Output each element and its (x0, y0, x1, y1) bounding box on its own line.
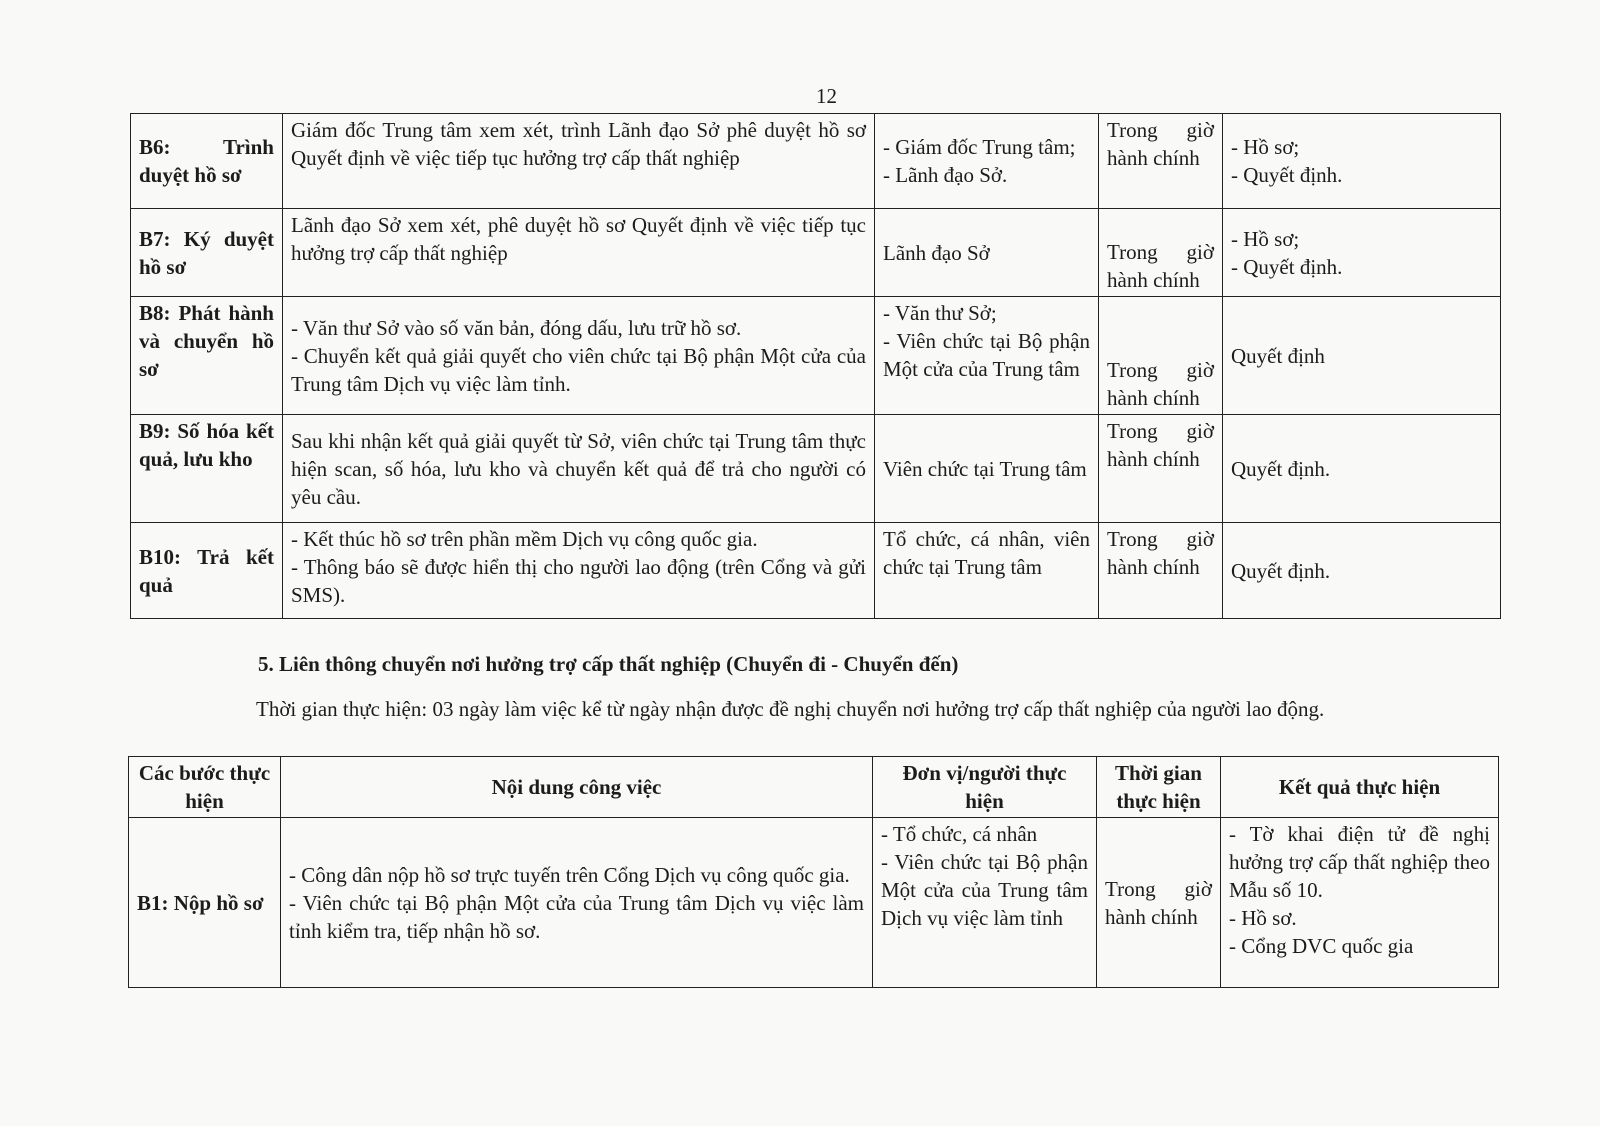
result-cell: - Hồ sơ; - Quyết định. (1223, 209, 1501, 297)
time-cell: Trong giờ hành chính (1099, 415, 1223, 523)
result-cell: Quyết định. (1223, 523, 1501, 619)
content-cell: Giám đốc Trung tâm xem xét, trình Lãnh đạo Sở phê duyệt hồ sơ Quyết định về việc tiếp tục hưởng trợ cấp thất nghiệp (283, 114, 875, 209)
table-row (129, 818, 1499, 988)
page-number: 12 (816, 84, 837, 108)
procedure-table (128, 756, 1499, 988)
column-header-result: Kết quả thực hiện (1221, 757, 1499, 818)
unit-cell: Viên chức tại Trung tâm (875, 415, 1099, 523)
table-row (131, 297, 1501, 415)
unit-cell: - Tổ chức, cá nhân - Viên chức tại Bộ phận Một cửa của Trung tâm Dịch vụ việc làm tỉnh (873, 818, 1097, 988)
column-header-time: Thời gian thực hiện (1097, 757, 1221, 818)
unit-cell: Lãnh đạo Sở (875, 209, 1099, 297)
step-cell: B9: Số hóa kết quả, lưu kho (131, 415, 283, 523)
step-cell: B8: Phát hành và chuyển hồ sơ (131, 297, 283, 415)
content-cell: Lãnh đạo Sở xem xét, phê duyệt hồ sơ Quyết định về việc tiếp tục hưởng trợ cấp thất nghiệp (283, 209, 875, 297)
content-cell: - Văn thư Sở vào số văn bản, đóng dấu, lưu trữ hồ sơ. - Chuyển kết quả giải quyết cho viên chức tại Bộ phận Một cửa của Trung tâm Dịch vụ việc làm tỉnh. (283, 297, 875, 415)
section-title: 5. Liên thông chuyển nơi hưởng trợ cấp thất nghiệp (Chuyển đi - Chuyển đến) (258, 652, 959, 676)
result-cell: Quyết định (1223, 297, 1501, 415)
unit-cell: Tổ chức, cá nhân, viên chức tại Trung tâm (875, 523, 1099, 619)
unit-cell: - Văn thư Sở; - Viên chức tại Bộ phận Một cửa của Trung tâm (875, 297, 1099, 415)
time-cell: Trong giờ hành chính (1099, 297, 1223, 415)
time-cell: Trong giờ hành chính (1099, 114, 1223, 209)
unit-cell: - Giám đốc Trung tâm; - Lãnh đạo Sở. (875, 114, 1099, 209)
result-cell: - Hồ sơ; - Quyết định. (1223, 114, 1501, 209)
table-row (131, 209, 1501, 297)
table-row (131, 415, 1501, 523)
column-header-steps: Các bước thực hiện (129, 757, 281, 818)
table-header-row (129, 757, 1499, 818)
column-header-unit: Đơn vị/người thực hiện (873, 757, 1097, 818)
time-cell: Trong giờ hành chính (1097, 818, 1221, 988)
result-cell: Quyết định. (1223, 415, 1501, 523)
time-cell: Trong giờ hành chính (1099, 523, 1223, 619)
content-cell: Sau khi nhận kết quả giải quyết từ Sở, viên chức tại Trung tâm thực hiện scan, số hóa, lưu kho và chuyển kết quả để trả cho người có yêu cầu. (283, 415, 875, 523)
table-row (131, 523, 1501, 619)
step-cell: B7: Ký duyệt hồ sơ (131, 209, 283, 297)
content-cell: - Công dân nộp hồ sơ trực tuyến trên Cổng Dịch vụ công quốc gia. - Viên chức tại Bộ phận Một cửa của Trung tâm Dịch vụ việc làm tỉnh kiểm tra, tiếp nhận hồ sơ. (281, 818, 873, 988)
step-cell: B10: Trả kết quả (131, 523, 283, 619)
time-cell: Trong giờ hành chính (1099, 209, 1223, 297)
table-row (131, 114, 1501, 209)
section-paragraph: Thời gian thực hiện: 03 ngày làm việc kể từ ngày nhận được đề nghị chuyển nơi hưởng trợ cấp thất nghiệp của người lao động. (256, 697, 1325, 721)
procedure-table-continued (130, 113, 1501, 619)
column-header-content: Nội dung công việc (281, 757, 873, 818)
step-cell: B1: Nộp hồ sơ (129, 818, 281, 988)
content-cell: - Kết thúc hồ sơ trên phần mềm Dịch vụ công quốc gia. - Thông báo sẽ được hiển thị cho người lao động (trên Cổng và gửi SMS). (283, 523, 875, 619)
step-cell: B6: Trình duyệt hồ sơ (131, 114, 283, 209)
result-cell: - Tờ khai điện tử đề nghị hưởng trợ cấp thất nghiệp theo Mẫu số 10. - Hồ sơ. - Cổng DVC quốc gia (1221, 818, 1499, 988)
